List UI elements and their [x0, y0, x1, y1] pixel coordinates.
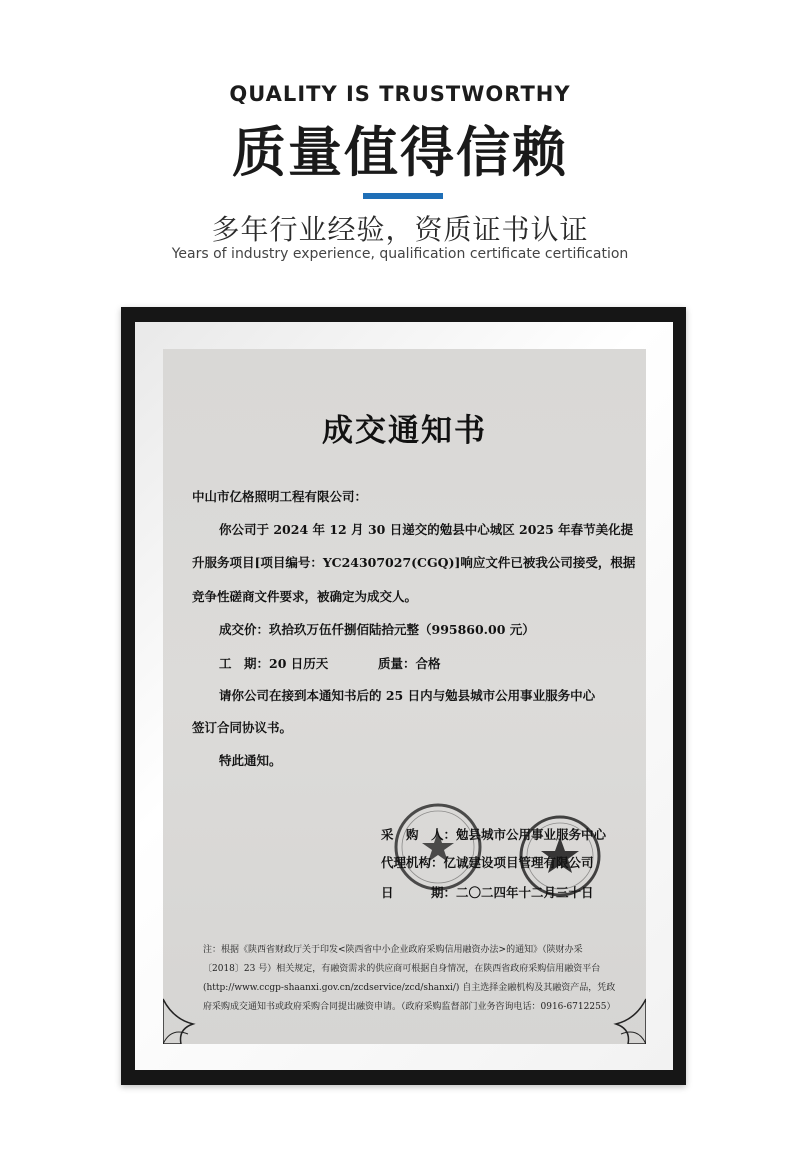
- paragraph-line: 签订合同协议书。: [192, 720, 293, 735]
- buyer-line: 采 购 人：勉县城市公用事业服务中心: [381, 827, 607, 842]
- footnote: 注：根据《陕西省财政厅关于印发<陕西省中小企业政府采购信用融资办法>的通知》（陕财办采〔2018〕23 号）相关规定，有融资需求的供应商可根据自身情况，在陕西省政府采购信用融资平台(http://www.ccgp-shaanxi.gov.cn/zcdservice/zcd/shanxi/) 自主选择金融机构及其融资产品，凭政府采购成交通知书或政府采购合同提出融资申请。（政府采购监督部门业务咨询电话：0916-6712255）: [203, 945, 616, 1012]
- paragraph-line: 升服务项目[项目编号：YC24307027(CGQ)]响应文件已被我公司接受，根据: [192, 555, 636, 570]
- accent-bar: [363, 193, 443, 199]
- quality: 质量：合格: [378, 656, 441, 671]
- document-title: 成交通知书: [322, 413, 487, 449]
- buyer-seal-stamp: [392, 801, 484, 893]
- english-title: QUALITY IS TRUSTWORTHY: [229, 82, 571, 106]
- paragraph-line: 竞争性磋商文件要求，被确定为成交人。: [192, 589, 418, 604]
- english-subtitle: Years of industry experience, qualification certificate certification: [171, 246, 629, 262]
- certificate-document: [163, 349, 646, 1044]
- paragraph-line: 请你公司在接到本通知书后的 25 日内与勉县城市公用事业服务中心: [219, 688, 596, 703]
- corner-ornament-left: [163, 989, 203, 1044]
- header: [0, 0, 800, 290]
- transaction-price: 成交价：玖拾玖万伍仟捌佰陆拾元整（995860.00 元）: [219, 622, 535, 637]
- salutation: 中山市亿格照明工程有限公司：: [192, 489, 368, 504]
- chinese-subtitle: 多年行业经验，资质证书认证: [211, 213, 589, 246]
- work-period: 工 期：20 日历天: [219, 656, 329, 671]
- notice-text: 特此通知。: [219, 753, 282, 768]
- paragraph-line: 你公司于 2024 年 12 月 30 日递交的勉县中心城区 2025 年春节美化提: [219, 522, 634, 537]
- chinese-title: 质量值得信赖: [232, 121, 568, 184]
- corner-ornament-right: [606, 989, 646, 1044]
- date-line: 日 期：二〇二四年十二月三十日: [381, 885, 594, 900]
- agent-line: 代理机构：亿诚建设项目管理有限公司: [381, 855, 594, 870]
